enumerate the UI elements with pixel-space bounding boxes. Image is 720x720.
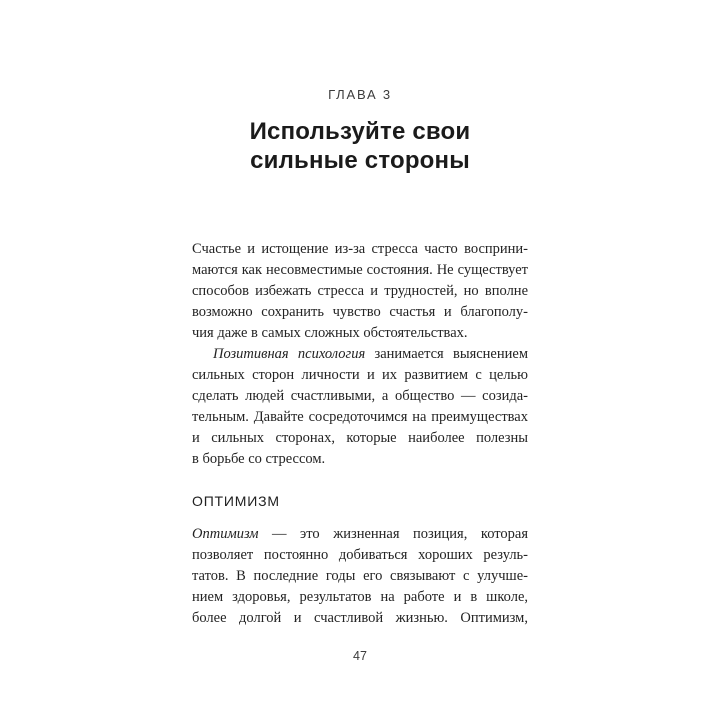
chapter-label: ГЛАВА 3 [328,87,392,102]
text-line [192,524,528,545]
text-line: более долгой и счастливой жизнью. Оптимизм, [192,610,528,626]
text-line: тельным. Давайте сосредоточимся на преимуществах [192,409,528,425]
text-line: позволяет постоянно добиваться хороших резуль- [192,547,528,563]
text-line: татов. В последние годы его связывают с улучше- [192,568,528,584]
text-segment: — это жизненная позиция, которая [258,526,528,542]
text-column [192,0,528,629]
chapter-title [192,117,528,175]
text-line: и сильных сторонах, которые наиболее полезны [192,430,528,446]
text-line: сильных сторон личности и их развитием с целью [192,367,528,383]
chapter-title-line-1: Используйте свои [249,118,471,145]
paragraph-1 [192,239,528,344]
text-line: способов избежать стресса и трудностей, но вполне [192,283,528,299]
text-segment: занимается выяснением [365,346,528,362]
paragraph-2 [192,344,528,470]
text-line: маются как несовместимые состояния. Не существует [192,262,528,278]
text-line: в борьбе со стрессом. [192,451,326,467]
text-line: возможно сохранить чувство счастья и благополу- [192,304,528,320]
italic-term: Оптимизм [192,526,259,542]
chapter-title-line-2: сильные стороны [250,147,470,174]
page-number: 47 [353,649,367,663]
italic-term: Позитивная психология [213,346,366,362]
text-line: Счастье и истощение из-за стресса часто восприни- [192,241,528,257]
section-heading-optimism: ОПТИМИЗМ [192,493,280,509]
text-line: нием здоровья, результатов на работе и в школе, [192,589,528,605]
text-line [192,344,528,365]
paragraph-3 [192,524,528,629]
text-line: чия даже в самых сложных обстоятельствах. [192,325,468,341]
text-line: сделать людей счастливыми, а общество — созида- [192,388,528,404]
